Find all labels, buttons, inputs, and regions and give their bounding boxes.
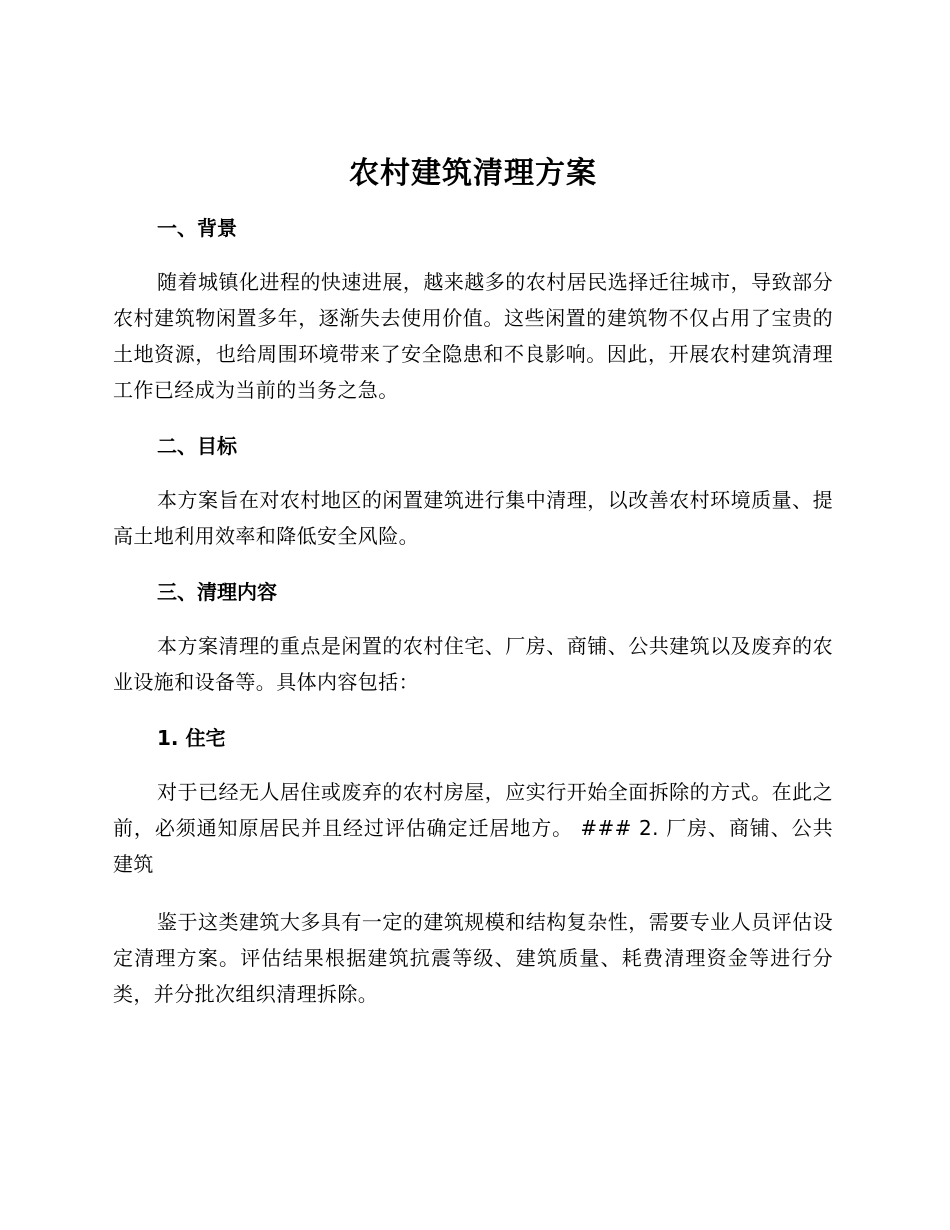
section-heading-background: 一、背景 <box>157 216 237 240</box>
document-title: 农村建筑清理方案 <box>349 156 597 191</box>
subsection-heading-housing: 1. 住宅 <box>157 726 226 750</box>
section-paragraph-goal: 本方案旨在对农村地区的闲置建筑进行集中清理，以改善农村环境质量、提高土地利用效率和降低安全风险。 <box>113 488 833 548</box>
section-heading-content: 三、清理内容 <box>157 580 277 604</box>
section-heading-goal: 二、目标 <box>157 434 237 458</box>
document-page <box>113 150 833 1034</box>
section-paragraph-content: 本方案清理的重点是闲置的农村住宅、厂房、商铺、公共建筑以及废弃的农业设施和设备等。具体内容包括： <box>113 634 833 694</box>
subsection-paragraph-factories: 鉴于这类建筑大多具有一定的建筑规模和结构复杂性，需要专业人员评估设定清理方案。评估结果根据建筑抗震等级、建筑质量、耗费清理资金等进行分类，并分批次组织清理拆除。 <box>113 910 833 1006</box>
section-paragraph-background: 随着城镇化进程的快速进展，越来越多的农村居民选择迁往城市，导致部分农村建筑物闲置多年，逐渐失去使用价值。这些闲置的建筑物不仅占用了宝贵的土地资源，也给周围环境带来了安全隐患和不良影响。因此，开展农村建筑清理工作已经成为当前的当务之急。 <box>113 270 833 402</box>
subsection-paragraph-housing: 对于已经无人居住或废弃的农村房屋，应实行开始全面拆除的方式。在此之前，必须通知原居民并且经过评估确定迁居地方。 ### 2. 厂房、商铺、公共建筑 <box>113 780 833 876</box>
